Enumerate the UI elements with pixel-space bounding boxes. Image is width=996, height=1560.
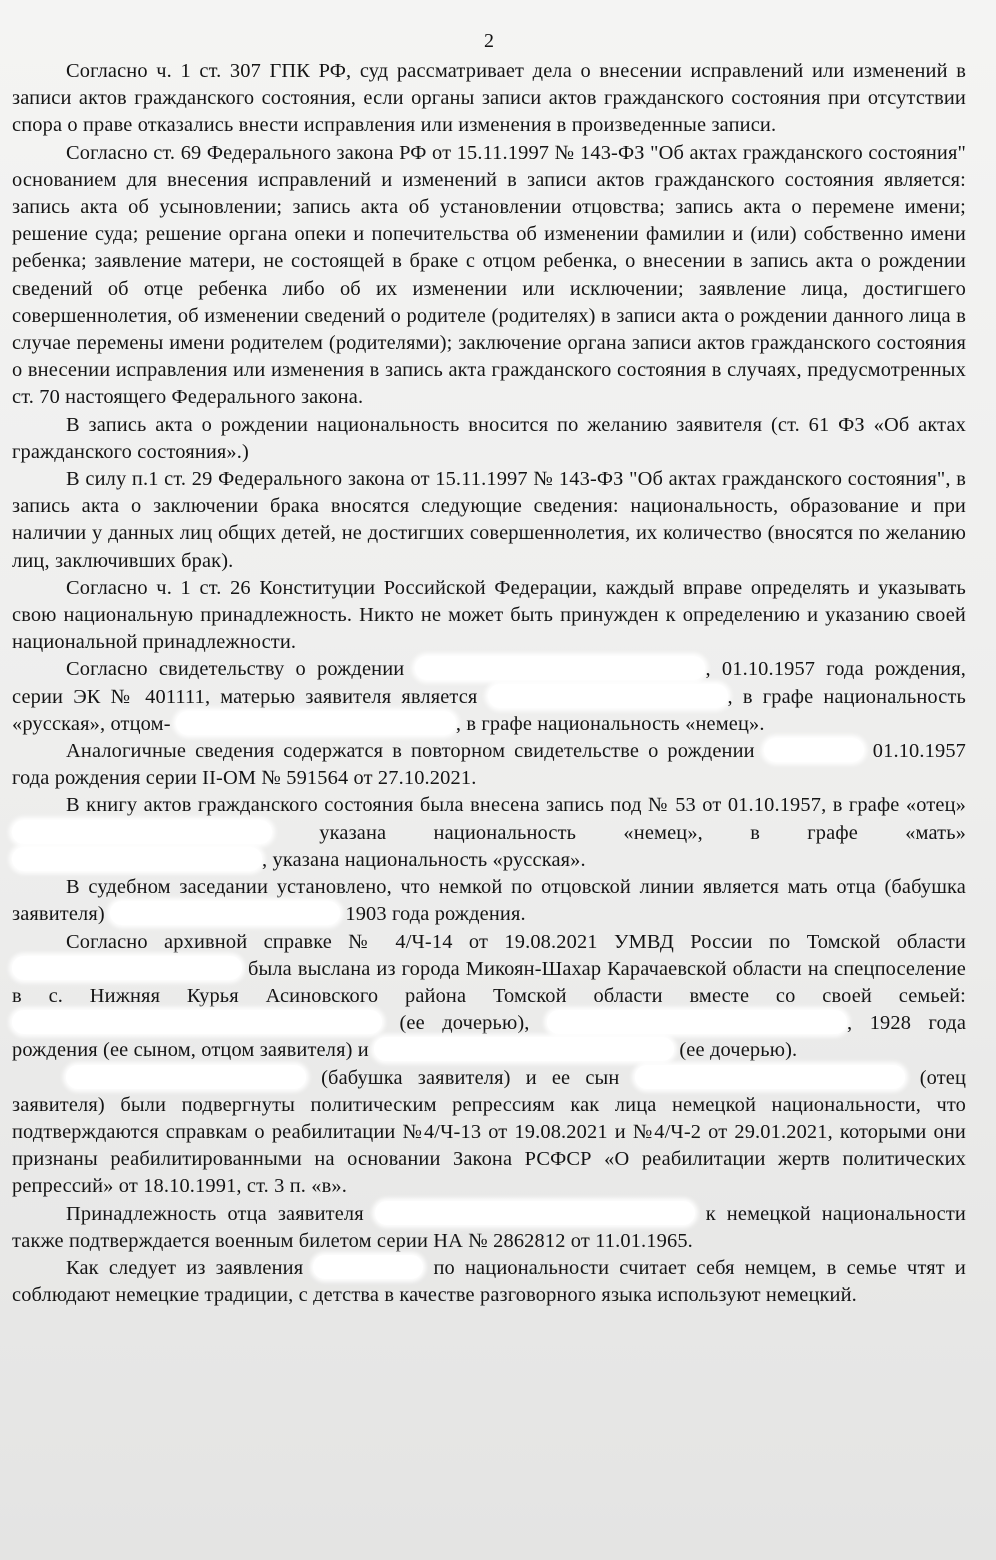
paragraph-6-text-b: , 01.10.1957 года рождения, серии ЭК № 401111, матерью заявителя является: [12, 658, 966, 708]
paragraph-6-text-c: , в графе национальность «русская», отцом-: [12, 685, 966, 735]
paragraph-2: Согласно ст. 69 Федерального закона РФ от 15.11.1997 № 143-ФЗ "Об актах гражданского состояния" основанием для внесения исправлений и изменений в записи актов гражданского состояния является: запись акта об усыновлении; запись акта об установлении отцовства; запись акта о перемене имени; решение суда; решение органа опеки и попечительства об изменении фамилии и (или) собственно имени ребенка; заявление матери, не состоящей в браке с отцом ребенка, о внесении в запись акта о рождении сведений об отце ребенка либо об их изменении или исключении; заявление лица, достигшего совершеннолетия, об изменении сведений о родителе (родителях) в записи акта о рождении данного лица в случае перемены имени родителем (родителями); заключение органа записи актов гражданского состояния о внесении исправления или изменения в запись акта гражданского состояния в случаях, предусмотренных ст. 70 настоящего Федерального закона.: [12, 141, 966, 409]
paragraph-6-text-a: Согласно свидетельству о рождении: [66, 658, 405, 681]
redacted-name: [488, 684, 728, 708]
redacted-name: [547, 1010, 847, 1034]
paragraph-7: [12, 738, 966, 792]
paragraph-6: [12, 656, 966, 738]
redacted-name: [66, 1065, 306, 1089]
paragraph-6-text-d: , в графе национальность «немец».: [455, 712, 765, 735]
paragraph-13-text-b: по национальности считает себя немцем, в семье чтят и соблюдают немецкие традиции, с детства в качестве разговорного языка используют немецкий.: [12, 1256, 966, 1307]
paragraph-12-text-a: Принадлежность отца заявителя: [66, 1202, 364, 1225]
paragraph-3: В запись акта о рождении национальность вносится по желанию заявителя (ст. 61 ФЗ «Об актах гражданского состояния».): [12, 413, 966, 463]
paragraph-10-text-a: Согласно архивной справке № 4/Ч-14 от 19.08.2021 УМВД России по Томской области: [66, 930, 966, 953]
paragraph-13-text-a: Как следует из заявления: [66, 1256, 304, 1279]
paragraph-9-text-b: 1903 года рождения.: [345, 903, 526, 926]
redacted-name: [415, 656, 705, 680]
paragraph-9: [12, 874, 966, 928]
paragraph-10-text-c: (ее дочерью),: [399, 1012, 530, 1035]
paragraph-7-text-b: 01.10.1957 года рождения серии II-ОМ № 591564 от 27.10.2021.: [12, 740, 967, 790]
paragraph-10-text-e: (ее дочерью).: [679, 1039, 798, 1062]
paragraph-12-text-b: к немецкой национальности также подтверждается военным билетом серии НА № 2862812 от 11.01.1965.: [12, 1202, 966, 1252]
paragraph-11-text-a: (бабушка заявителя) и ее сын: [321, 1066, 620, 1089]
paragraph-12: [12, 1201, 966, 1255]
paragraph-10: [12, 929, 966, 1065]
redacted-name: [110, 901, 340, 925]
paragraph-7-text-a: Аналогичные сведения содержатся в повторном свидетельстве о рождении: [66, 740, 755, 763]
paragraph-8-text-b: указана национальность «немец», в графе «мать»: [319, 821, 966, 844]
paragraph-8-text-a: В книгу актов гражданского состояния была внесена запись под № 53 от 01.10.1957, в графе «отец»: [66, 794, 966, 817]
redacted-name: [12, 847, 262, 871]
page-number: 2: [484, 30, 494, 52]
paragraph-5: Согласно ч. 1 ст. 26 Конституции Российской Федерации, каждый вправе определять и указывать свою национальную принадлежность. Никто не может быть принужден к определению и указанию своей национальной принадлежности.: [12, 576, 966, 654]
paragraph-9-text-a: В судебном заседании установлено, что немкой по отцовской линии является мать отца (бабушка заявителя): [12, 876, 966, 926]
paragraph-11: [12, 1065, 966, 1201]
paragraph-8-text-c: , указана национальность «русская».: [262, 848, 586, 871]
redacted-name: [12, 820, 272, 844]
paragraph-1: Согласно ч. 1 ст. 307 ГПК РФ, суд рассматривает дела о внесении исправлений или изменений в записи актов гражданского состояния, если органы записи актов гражданского состояния при отсутствии спора о праве отказались внести исправления или изменения в произведенные записи.: [12, 60, 966, 137]
redacted-name: [12, 1010, 382, 1034]
redacted-name: [313, 1255, 423, 1279]
paragraph-10-text-b: была выслана из города Микоян-Шахар Карачаевской области на спецпоселение в с. Нижняя Курья Асиновского района Томской области вместе со своей семьей:: [12, 957, 966, 1007]
paragraph-4: В силу п.1 ст. 29 Федерального закона от 15.11.1997 № 143-ФЗ "Об актах гражданского состояния", в запись акта о заключении брака вносятся следующие сведения: национальность, образование и при наличии у данных лиц общих детей, не достигших совершеннолетия, их количество (вносятся по желанию лиц, заключивших брак).: [12, 468, 966, 572]
redacted-name: [176, 711, 456, 735]
paragraph-13: [12, 1255, 966, 1309]
paragraph-10-text-d: , 1928 года рождения (ее сыном, отцом заявителя) и: [12, 1012, 967, 1062]
redacted-name: [764, 738, 864, 762]
redacted-name: [374, 1037, 674, 1061]
paragraph-8: [12, 792, 966, 874]
redacted-name: [635, 1065, 905, 1089]
redacted-name: [375, 1201, 695, 1225]
paragraph-11-text-b: (отец заявителя) были подвергнуты политическим репрессиям как лица немецкой национальности, что подтверждаются справкам о реабилитации №4/Ч-13 от 19.08.2021 и №4/Ч-2 от 29.01.2021, которыми они признаны реабилитированными на основании Закона РСФСР «О реабилитации жертв политических репрессий» от 18.10.1991, ст. 3 п. «в».: [12, 1066, 967, 1198]
redacted-name: [12, 956, 242, 980]
